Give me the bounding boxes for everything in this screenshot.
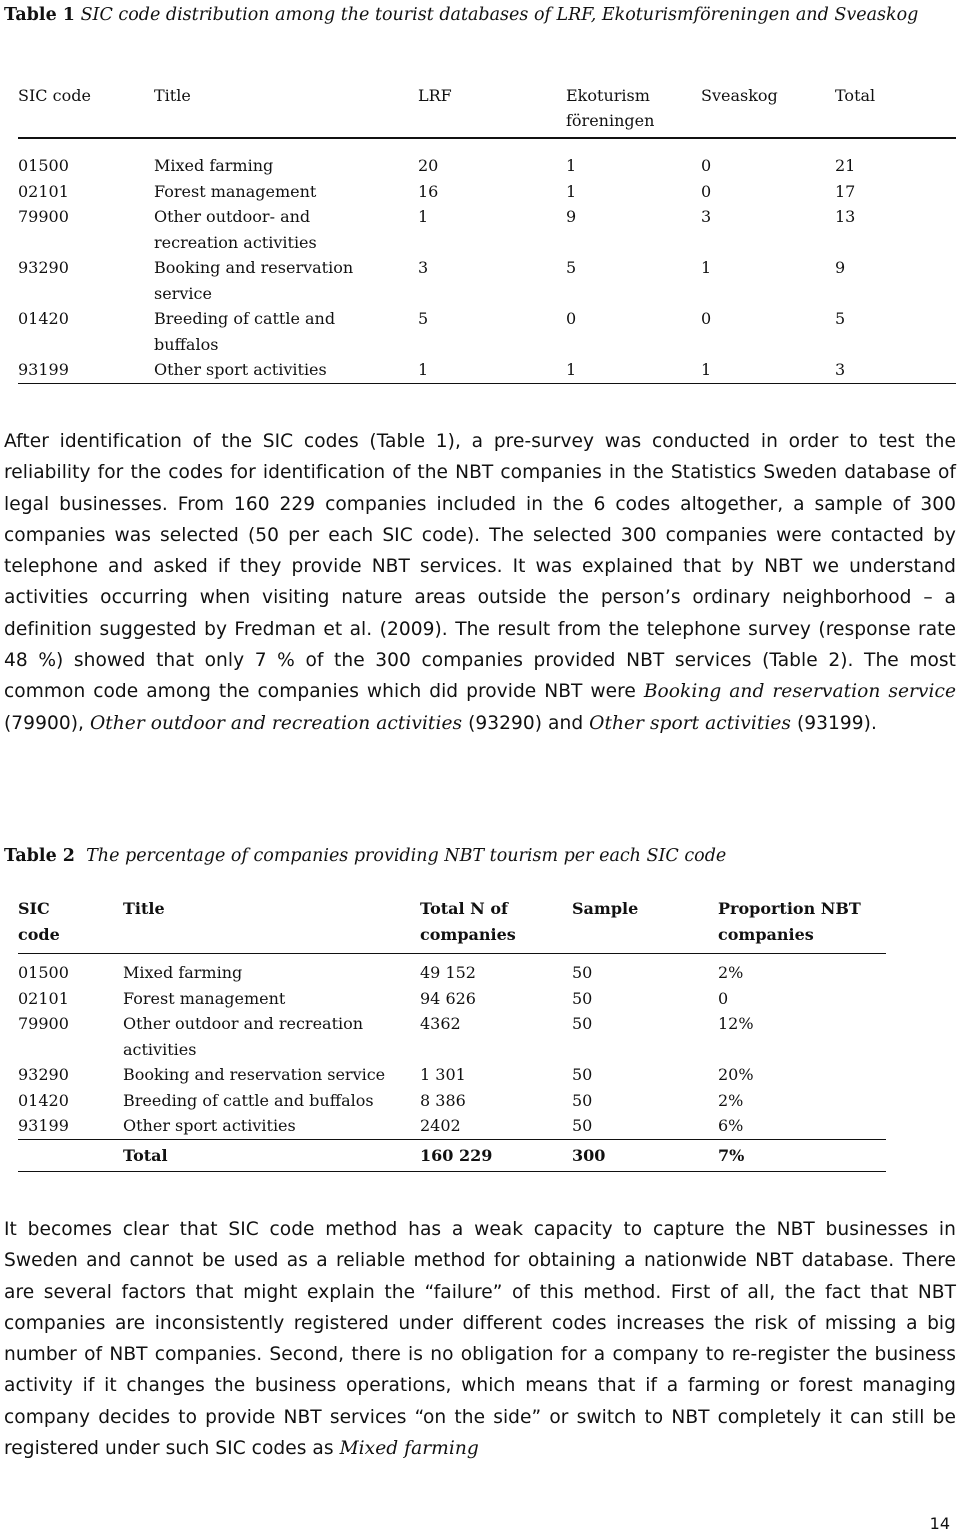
table-cell: Forest management [123, 988, 286, 1008]
table-cell: 1 [418, 207, 429, 226]
table-cell: 50 [572, 1116, 593, 1135]
table-cell: 0 [718, 988, 729, 1008]
table-row [18, 179, 956, 205]
table-cell: 01500 [18, 963, 69, 982]
table-cell: 1 [566, 360, 577, 379]
table-row [18, 255, 956, 306]
table1-header: LRF [418, 86, 452, 105]
table-cell: 6% [718, 1116, 744, 1135]
table1 [18, 82, 956, 384]
table-cell: 1 [418, 360, 429, 379]
table-cell: 2% [718, 1090, 744, 1110]
table-cell: 3 [835, 360, 846, 379]
table-cell: 1 301 [420, 1065, 466, 1084]
table-cell: 94 626 [420, 988, 476, 1008]
table-cell: 21 [835, 156, 856, 175]
table2-total-row [18, 1139, 886, 1172]
table-cell: 3 [418, 258, 429, 277]
table-cell: 1 [566, 181, 577, 201]
table-cell: 5 [566, 258, 577, 277]
body-paragraph-2 [4, 1214, 956, 1464]
table-cell: 8 386 [420, 1090, 466, 1110]
table-cell: 2% [718, 963, 744, 982]
table-cell: 2402 [420, 1116, 461, 1135]
table-row [18, 986, 886, 1012]
table2-header: Proportion NBT companies [718, 899, 861, 944]
table-cell: Mixed farming [123, 963, 243, 982]
table2-label: Table 2 [4, 846, 75, 866]
table-cell: 20 [418, 156, 439, 175]
table-cell: 49 152 [420, 963, 476, 982]
table-cell: Other outdoor- and recreation activities [154, 207, 317, 252]
paragraph-text: (93290) and [468, 712, 584, 734]
table-cell: 5 [418, 309, 429, 328]
table-cell: 79900 [18, 207, 69, 226]
table-cell: 13 [835, 207, 856, 226]
table2-header: Sample [572, 899, 639, 918]
paragraph-italic: Booking and reservation service [643, 681, 956, 703]
table-cell: 01420 [18, 309, 69, 328]
paragraph-italic: Mixed farming [339, 1438, 479, 1460]
body-paragraph-1 [4, 426, 956, 739]
table1-header: Title [154, 86, 191, 105]
table-row [18, 204, 956, 255]
table-cell: 0 [701, 156, 712, 175]
table-cell: Other sport activities [123, 1116, 296, 1135]
table-cell: 50 [572, 1065, 593, 1084]
table-cell: 0 [701, 181, 712, 201]
table-cell: 50 [572, 988, 593, 1008]
table1-header: Ekoturism föreningen [566, 86, 655, 130]
table-cell: 02101 [18, 988, 69, 1008]
table2-header-row [18, 894, 886, 954]
table1-caption [4, 2, 956, 29]
table-cell: 17 [835, 181, 856, 201]
table1-label: Table 1 [4, 5, 75, 25]
table-cell: 160 229 [420, 1139, 572, 1172]
table2-title: The percentage of companies providing NBT tourism per each SIC code [86, 846, 727, 866]
table-cell: 79900 [18, 1014, 69, 1033]
table-cell: Mixed farming [154, 156, 274, 175]
table2-header: SIC code [18, 899, 60, 944]
table-row [18, 306, 956, 357]
table1-header: Sveaskog [701, 86, 778, 105]
table-cell: Forest management [154, 181, 317, 201]
table-cell: 50 [572, 1014, 593, 1033]
table-cell: 93290 [18, 1065, 69, 1084]
table-cell: 7% [718, 1139, 886, 1172]
table-cell: Booking and reservation service [154, 258, 354, 303]
table-cell: Other outdoor and recreation activities [123, 1014, 364, 1059]
table-cell: Other sport activities [154, 360, 327, 379]
page-number: 14 [929, 1514, 950, 1533]
paragraph-text: It becomes clear that SIC code method has a weak capacity to capture the NBT businesses in Sweden and cannot be used as a reliable method for obtaining a nationwide NBT database. There are several factors that might explain the “failure” of this method. First of all, the fact that NBT companies are inconsistently registered under different codes increases the risk of missing a big number of NBT companies. Second, there is no obligation for a company to re-register the business activity if it changes the business operations, which means that if a farming or forest managing company decides to provide NBT services “on the side” or switch to NBT completely it can still be registered under such SIC codes as [4, 1219, 956, 1460]
table-cell: 9 [566, 207, 577, 226]
table-cell: 93199 [18, 360, 69, 379]
paragraph-italic: Other outdoor and recreation activities [89, 712, 463, 734]
table-cell: 16 [418, 181, 439, 201]
table2-header: Total N of companies [420, 899, 516, 944]
table-cell: 01420 [18, 1090, 69, 1110]
paragraph-italic: Other sport activities [589, 712, 791, 734]
table-cell: 0 [701, 309, 712, 328]
table-row [18, 1062, 886, 1088]
total-label: Total [123, 1139, 420, 1172]
table-cell: 12% [718, 1014, 754, 1033]
table-cell: 1 [701, 258, 712, 277]
table-cell: 93199 [18, 1116, 69, 1135]
table-cell [18, 1139, 123, 1172]
table1-header: Total [835, 86, 876, 105]
table-cell: 4362 [420, 1014, 461, 1033]
table-cell: 3 [701, 207, 712, 226]
table-cell: 1 [566, 156, 577, 175]
table-cell: Breeding of cattle and buffalos [123, 1090, 374, 1110]
table-row [18, 954, 886, 986]
table-row [18, 138, 956, 179]
table2-header: Title [123, 899, 165, 918]
table-cell: 1 [701, 360, 712, 379]
table-cell: 300 [572, 1139, 718, 1172]
table-cell: 93290 [18, 258, 69, 277]
table2 [18, 894, 886, 1172]
table-cell: Breeding of cattle and buffalos [154, 309, 336, 354]
table-cell: 02101 [18, 181, 69, 201]
table-row [18, 357, 956, 383]
table-cell: 9 [835, 258, 846, 277]
paragraph-text: After identification of the SIC codes (Table 1), a pre-survey was conducted in order to test the reliability for the codes for identification of the NBT companies in the Statistics Sweden database of legal businesses. From 160 229 companies included in the 6 codes altogether, a sample of 300 companies was selected (50 per each SIC code). The selected 300 companies were contacted by telephone and asked if they provide NBT services. It was explained that by NBT we understand activities occurring when visiting nature areas outside the person’s ordinary neighborhood – a definition suggested by Fredman et al. (2009). The result from the telephone survey (response rate 48 %) showed that only 7 % of the 300 companies provided NBT services (Table 2). The most common code among the companies which did provide NBT were [4, 431, 956, 703]
paragraph-text: (93199). [796, 712, 877, 734]
table-cell: 5 [835, 309, 846, 328]
table-cell: 50 [572, 1090, 593, 1110]
table1-title: SIC code distribution among the tourist databases of LRF, Ekoturismföreningen and Sveaskog [80, 5, 919, 25]
table1-header-row [18, 82, 956, 138]
table-cell: 0 [566, 309, 577, 328]
table-row [18, 1011, 886, 1062]
table1-header: SIC code [18, 86, 91, 105]
table-row [18, 1113, 886, 1139]
table-cell: 20% [718, 1065, 754, 1084]
table-cell: Booking and reservation service [123, 1065, 386, 1084]
paragraph-text: (79900), [4, 712, 84, 734]
table2-caption [4, 843, 956, 870]
table-cell: 50 [572, 963, 593, 982]
table-cell: 01500 [18, 156, 69, 175]
table-row [18, 1088, 886, 1114]
